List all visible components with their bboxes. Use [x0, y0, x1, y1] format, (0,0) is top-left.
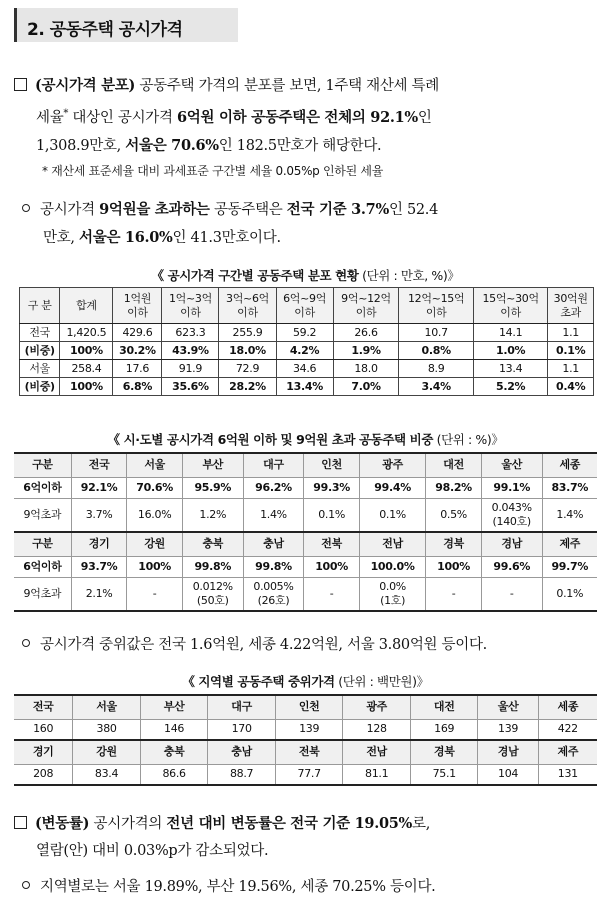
table-row-cell: 146 — [140, 719, 208, 740]
header-row — [14, 740, 597, 764]
table-row-cell: (비중) — [20, 378, 60, 396]
column-header: 9억~12억 이하 — [333, 288, 399, 324]
column-header: 30억원 초과 — [548, 288, 594, 324]
table-row-cell: 1.1 — [548, 324, 594, 342]
table-row-cell: 9억초과 — [14, 577, 71, 611]
header-row-cell: 광주 — [343, 695, 411, 719]
header-row-cell: 제주 — [542, 532, 597, 556]
table-row-cell: 26.6 — [333, 324, 399, 342]
topic-label: (공시가격 분포) — [35, 77, 136, 94]
table-row-cell: 1.4% — [542, 498, 597, 532]
text: 공동주택 가격의 분포를 보면, 1주택 재산세 특례 — [135, 78, 439, 94]
table-row-cell: 1,420.5 — [60, 324, 113, 342]
table-row-cell: - — [127, 577, 183, 611]
table-row — [14, 577, 597, 611]
table-row-cell: 7.0% — [333, 378, 399, 396]
caption-title: 《 공시가격 구간별 공동주택 분포 현황 — [151, 268, 359, 283]
table-row-cell: 100.0% — [359, 556, 425, 577]
table-row-cell: 72.9 — [219, 360, 276, 378]
regional-share-table — [14, 452, 597, 612]
table-row — [14, 477, 597, 498]
topic-label: (변동률) — [35, 815, 90, 832]
table-row-cell: 6억이하 — [14, 477, 71, 498]
table-row-cell: 34.6 — [276, 360, 333, 378]
header-row-cell: 대구 — [243, 453, 304, 477]
table-row-cell: 100% — [60, 342, 113, 360]
table-row — [20, 324, 594, 342]
table1-caption — [0, 266, 611, 284]
table-row-cell: 422 — [538, 719, 597, 740]
column-header: 1억원 이하 — [113, 288, 162, 324]
header-row-cell: 경기 — [71, 532, 127, 556]
paragraph-median — [22, 632, 607, 659]
table-row-cell: 70.6% — [127, 477, 183, 498]
paragraph-regional-rate — [22, 874, 607, 901]
header-row-cell: 강원 — [73, 740, 141, 764]
table-row-cell: 429.6 — [113, 324, 162, 342]
table-row-cell: - — [304, 577, 360, 611]
table-row-cell: 1.0% — [473, 342, 547, 360]
paragraph-distribution — [14, 72, 604, 160]
table-row-cell: 99.1% — [481, 477, 542, 498]
header-row-cell: 제주 — [538, 740, 597, 764]
table-row — [20, 342, 594, 360]
bullet-icon — [22, 204, 30, 212]
bold-text: 서울은 70.6% — [125, 136, 219, 154]
table-row-cell: 16.0% — [127, 498, 183, 532]
table-row-cell: 99.8% — [182, 556, 243, 577]
table-row-cell: 100% — [304, 556, 360, 577]
text: 세율 — [36, 109, 64, 126]
column-header: 12억~15억 이하 — [399, 288, 473, 324]
bullet-icon — [22, 639, 30, 647]
table-row-cell: 3.7% — [71, 498, 127, 532]
header-row-cell: 충북 — [140, 740, 208, 764]
distribution-table — [19, 287, 594, 396]
header-row-cell: 인천 — [275, 695, 343, 719]
text: 공동주택은 — [209, 202, 287, 218]
table-row-cell: 1.2% — [182, 498, 243, 532]
header-row — [14, 453, 597, 477]
table-row-cell: - — [426, 577, 482, 611]
table-row-cell: 98.2% — [426, 477, 482, 498]
table-row-cell: 83.4 — [73, 764, 141, 785]
table-row-cell: 81.1 — [343, 764, 411, 785]
caption-unit: (단위 : 백만원)》 — [334, 674, 429, 689]
table-row-cell: 1.4% — [243, 498, 304, 532]
table-row-cell: 170 — [208, 719, 276, 740]
table-row-cell: 380 — [73, 719, 141, 740]
header-row-cell: 전국 — [71, 453, 127, 477]
caption-unit: (단위 : %)》 — [433, 432, 504, 447]
table-row-cell: 169 — [410, 719, 478, 740]
header-row-cell: 경북 — [426, 532, 482, 556]
table-row-cell: 83.7% — [542, 477, 597, 498]
table-row-cell: 91.9 — [162, 360, 219, 378]
header-row-cell: 경기 — [14, 740, 73, 764]
section-heading-text: 2. 공동주택 공시가격 — [27, 20, 183, 40]
table-row — [20, 360, 594, 378]
table-row-cell: 99.6% — [481, 556, 542, 577]
column-header: 합계 — [60, 288, 113, 324]
header-row-cell: 경남 — [481, 532, 542, 556]
table-row-cell: 0.8% — [399, 342, 473, 360]
table-row-cell: 139 — [275, 719, 343, 740]
table-row-cell: 17.6 — [113, 360, 162, 378]
text: 공시가격 — [40, 202, 100, 218]
checkbox-icon — [14, 816, 27, 829]
header-row-cell: 전국 — [14, 695, 73, 719]
text: 인 182.5만호가 해당한다. — [218, 137, 382, 154]
table-row-cell: 86.6 — [140, 764, 208, 785]
header-row-cell: 전남 — [359, 532, 425, 556]
caption-unit: (단위 : 만호, %)》 — [358, 268, 460, 283]
header-row-cell: 부산 — [140, 695, 208, 719]
text: 공시가격 중위값은 전국 1.6억원, 세종 4.22억원, 서울 3.80억원 등이다. — [40, 637, 487, 653]
header-row-cell: 부산 — [182, 453, 243, 477]
table-row-cell: 623.3 — [162, 324, 219, 342]
header-row-cell: 구분 — [14, 532, 71, 556]
caption-title: 《 지역별 공동주택 중위가격 — [182, 674, 335, 689]
table-row-cell: 0.1% — [542, 577, 597, 611]
header-row-cell: 세종 — [542, 453, 597, 477]
table-row-cell: 8.9 — [399, 360, 473, 378]
table-row-cell: 100% — [426, 556, 482, 577]
table-row — [14, 719, 597, 740]
table-row-cell: 92.1% — [71, 477, 127, 498]
header-row-cell: 대구 — [208, 695, 276, 719]
table-row-cell: 0.1% — [359, 498, 425, 532]
text: 만호, — [43, 230, 80, 246]
header-row-cell: 대전 — [410, 695, 478, 719]
table-row-cell: 0.043% (140호) — [481, 498, 542, 532]
table-row-cell: 13.4% — [276, 378, 333, 396]
table-row-cell: 10.7 — [399, 324, 473, 342]
table-row-cell: 96.2% — [243, 477, 304, 498]
table-row-cell: 2.1% — [71, 577, 127, 611]
table-row-cell: 99.7% — [542, 556, 597, 577]
table-row — [20, 378, 594, 396]
table-row-cell: 18.0 — [333, 360, 399, 378]
table-row — [14, 764, 597, 785]
header-row-cell: 강원 — [127, 532, 183, 556]
table-row — [14, 556, 597, 577]
table-row-cell: 13.4 — [473, 360, 547, 378]
table-row-cell: 30.2% — [113, 342, 162, 360]
table-row-cell: 14.1 — [473, 324, 547, 342]
table-row-cell: 75.1 — [410, 764, 478, 785]
header-row-cell: 경북 — [410, 740, 478, 764]
table-row-cell: 1.1 — [548, 360, 594, 378]
table-row-cell: 160 — [14, 719, 73, 740]
table-row-cell: 0.005% (26호) — [243, 577, 304, 611]
header-row-cell: 전남 — [343, 740, 411, 764]
header-row-cell: 충남 — [208, 740, 276, 764]
text: 인 52.4 — [388, 202, 439, 218]
table-row-cell: 전국 — [20, 324, 60, 342]
table-row-cell: 서울 — [20, 360, 60, 378]
header-row-cell: 대전 — [426, 453, 482, 477]
header-row-cell: 울산 — [478, 695, 538, 719]
footnote: * 재산세 표준세율 대비 과세표준 구간별 세율 0.05%p 인하된 세율 — [42, 164, 383, 178]
table-row-cell: 128 — [343, 719, 411, 740]
checkbox-icon — [14, 78, 27, 91]
header-row-cell: 광주 — [359, 453, 425, 477]
table-row-cell: 0.1% — [548, 342, 594, 360]
table2-caption — [0, 430, 611, 448]
table-row-cell: 99.8% — [243, 556, 304, 577]
header-row-cell: 전북 — [275, 740, 343, 764]
header-row-cell: 세종 — [538, 695, 597, 719]
table-row-cell: 77.7 — [275, 764, 343, 785]
paragraph-change-rate — [14, 810, 604, 865]
bold-text: 서울은 16.0% — [79, 229, 173, 246]
table-row-cell: 104 — [478, 764, 538, 785]
table-row-cell: 5.2% — [473, 378, 547, 396]
header-row-cell: 충북 — [182, 532, 243, 556]
table-row-cell: 0.012% (50호) — [182, 577, 243, 611]
table-row-cell: 0.5% — [426, 498, 482, 532]
header-row-cell: 울산 — [481, 453, 542, 477]
table-row-cell: 208 — [14, 764, 73, 785]
table-row-cell: 18.0% — [219, 342, 276, 360]
table-row-cell: - — [481, 577, 542, 611]
bullet-icon — [22, 881, 30, 889]
bold-text: 6억원 이하 공동주택은 전체의 92.1% — [177, 108, 418, 126]
table-row-cell: 0.0% (1호) — [359, 577, 425, 611]
header-row-cell: 구분 — [14, 453, 71, 477]
text: 로, — [412, 816, 431, 832]
regional-median-table — [14, 694, 597, 786]
text: 1,308.9만호, — [36, 137, 126, 154]
table-row-cell: 99.3% — [304, 477, 360, 498]
paragraph-over-900m — [22, 196, 607, 252]
table-row — [14, 498, 597, 532]
header-row-cell: 인천 — [304, 453, 360, 477]
text: 열람(안) 대비 0.03%p가 감소되었다. — [36, 843, 269, 859]
table-row-cell: 59.2 — [276, 324, 333, 342]
column-header: 구 분 — [20, 288, 60, 324]
table-row-cell: 131 — [538, 764, 597, 785]
text: 대상인 공시가격 — [68, 109, 178, 126]
table-row-cell: 43.9% — [162, 342, 219, 360]
column-header: 3억~6억 이하 — [219, 288, 276, 324]
header-row — [14, 695, 597, 719]
table-row-cell: (비중) — [20, 342, 60, 360]
text: 공시가격의 — [89, 816, 167, 832]
table-row-cell: 99.4% — [359, 477, 425, 498]
header-row-cell: 전북 — [304, 532, 360, 556]
column-header: 15억~30억 이하 — [473, 288, 547, 324]
table-row-cell: 258.4 — [60, 360, 113, 378]
table-row-cell: 93.7% — [71, 556, 127, 577]
column-header: 1억~3억 이하 — [162, 288, 219, 324]
table-row-cell: 4.2% — [276, 342, 333, 360]
column-header: 6억~9억 이하 — [276, 288, 333, 324]
table-row-cell: 100% — [60, 378, 113, 396]
table-row-cell: 6.8% — [113, 378, 162, 396]
text: 인 41.3만호이다. — [172, 230, 281, 246]
header-row-cell: 서울 — [73, 695, 141, 719]
table3-caption — [0, 672, 611, 690]
table-row-cell: 28.2% — [219, 378, 276, 396]
header-row-cell: 충남 — [243, 532, 304, 556]
bold-text: 전년 대비 변동률은 전국 기준 19.05% — [166, 815, 413, 832]
section-heading — [14, 8, 238, 42]
table-row-cell: 3.4% — [399, 378, 473, 396]
table-row-cell: 9억초과 — [14, 498, 71, 532]
table-row-cell: 0.1% — [304, 498, 360, 532]
bold-text: 전국 기준 3.7% — [286, 201, 389, 218]
header-row-cell: 경남 — [478, 740, 538, 764]
text: 지역별로는 서울 19.89%, 부산 19.56%, 세종 70.25% 등이다. — [40, 879, 436, 895]
table-row-cell: 95.9% — [182, 477, 243, 498]
header-row-cell: 서울 — [127, 453, 183, 477]
table-row-cell: 255.9 — [219, 324, 276, 342]
table-row-cell: 1.9% — [333, 342, 399, 360]
table-row-cell: 6억이하 — [14, 556, 71, 577]
text: 인 — [417, 109, 432, 126]
footnote-mark: * — [63, 108, 69, 119]
table-row-cell: 0.4% — [548, 378, 594, 396]
table-row-cell: 100% — [127, 556, 183, 577]
table-row-cell: 35.6% — [162, 378, 219, 396]
bold-text: 9억원을 초과하는 — [99, 201, 210, 218]
table-row-cell: 139 — [478, 719, 538, 740]
caption-title: 《 시·도별 공시가격 6억원 이하 및 9억원 초과 공동주택 비중 — [107, 432, 434, 447]
header-row — [14, 532, 597, 556]
table-row-cell: 88.7 — [208, 764, 276, 785]
